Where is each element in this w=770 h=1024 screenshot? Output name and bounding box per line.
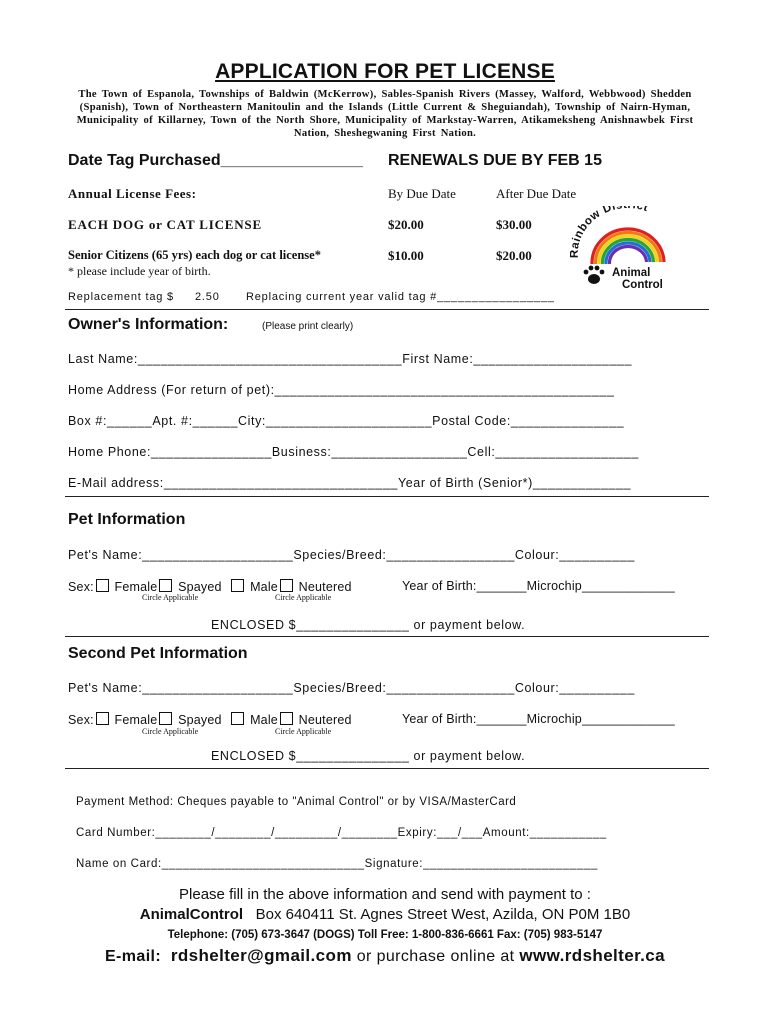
male-checkbox[interactable] (231, 712, 244, 725)
date-tag-purchased-field[interactable]: Date Tag Purchased________________ (68, 152, 364, 169)
female-checkbox[interactable] (96, 712, 109, 725)
circle-applicable-note: Circle Applicable (142, 593, 199, 602)
sex-label: Sex: (68, 713, 94, 727)
each-license-by-due-fee: $20.00 (388, 217, 424, 232)
male-label: Male (250, 713, 278, 727)
each-license-after-due-fee: $30.00 (496, 217, 532, 232)
home-address-field[interactable]: Home Address (For return of pet):_____________________________________________ (68, 383, 615, 397)
senior-license-label: Senior Citizens (65 yrs) each dog or cat license* (68, 248, 321, 262)
footer-website[interactable]: www.rdshelter.ca (519, 946, 666, 965)
second-pet-sex-row (68, 712, 352, 727)
logo-line1: Animal (612, 267, 651, 279)
senior-after-due-fee: $20.00 (496, 248, 532, 263)
neutered-checkbox[interactable] (280, 579, 293, 592)
pet-heading: Pet Information (68, 511, 186, 528)
circle-applicable-note: Circle Applicable (142, 727, 199, 736)
box-apt-city-postal-fields[interactable]: Box #:______Apt. #:______City:______________________Postal Code:_______________ (68, 414, 625, 428)
last-first-name-fields[interactable]: Last Name:___________________________________First Name:_____________________ (68, 352, 633, 366)
footer-contact-line (0, 946, 770, 966)
logo-line2: Control (622, 279, 663, 291)
replacement-tag-label: Replacement tag $ (68, 291, 174, 303)
pet-enclosed-field[interactable]: ENCLOSED $_______________ or payment below. (211, 618, 526, 632)
replacement-tag-value: 2.50 (195, 291, 220, 303)
paw-icon (584, 266, 605, 284)
after-due-date-header: After Due Date (496, 186, 577, 201)
logo-arc-text: ainbow Di ct (570, 206, 650, 250)
spayed-checkbox[interactable] (159, 712, 172, 725)
footer-email-label: E-mail: (104, 948, 162, 965)
second-pet-name-species-colour-fields[interactable]: Pet's Name:____________________Species/Breed:_________________Colour:__________ (68, 681, 635, 695)
neutered-label: Neutered (298, 713, 352, 727)
footer-address: Box 640411 St. Agnes Street West, Azilda, ON P0M 1B0 (255, 906, 631, 923)
second-pet-enclosed-field[interactable]: ENCLOSED $_______________ or payment below. (211, 749, 526, 763)
male-checkbox[interactable] (231, 579, 244, 592)
renewals-deadline: RENEWALS DUE BY FEB 15 (388, 152, 602, 169)
divider (65, 309, 709, 310)
footer-email[interactable]: rdshelter@gmail.com (170, 946, 352, 965)
divider (65, 636, 709, 637)
pet-sex-row (68, 579, 352, 594)
municipalities-list: The Town of Espanola, Townships of Baldwin (McKerrow), Sables-Spanish Rivers (Massey, Walford, Webbwood) Shedden (Spanish), Town of Northeastern Manitoulin and the Islands (Little Current & Sheguiandah), Township of Nairn-Hyman, Municipality of Killarney, Town of the North Shore, Municipality of Markstay-Warren, Atikameksheng Anishnawbek First Nation, Sheshegwaning First Nation. (76, 89, 694, 139)
rainbow-logo-graphic (570, 206, 686, 292)
pet-name-species-colour-fields[interactable]: Pet's Name:____________________Species/Breed:_________________Colour:__________ (68, 548, 635, 562)
female-checkbox[interactable] (96, 579, 109, 592)
divider (65, 768, 709, 769)
circle-applicable-note: Circle Applicable (275, 593, 332, 602)
circle-applicable-note: Circle Applicable (275, 727, 332, 736)
payment-method-text: Payment Method: Cheques payable to "Animal Control" or by VISA/MasterCard (76, 796, 517, 808)
male-label: Male (250, 580, 278, 594)
footer-org-name: AnimalControl (139, 906, 244, 923)
email-yob-fields[interactable]: E-Mail address:_______________________________Year of Birth (Senior*)_____________ (68, 476, 632, 490)
divider (65, 496, 709, 497)
female-label: Female (114, 580, 158, 594)
owner-print-note: (Please print clearly) (262, 321, 354, 332)
name-on-card-signature-fields[interactable]: Name on Card:_____________________________Signature:_________________________ (76, 858, 598, 870)
senior-note: * please include year of birth. (68, 264, 211, 278)
second-pet-yob-microchip-fields[interactable]: Year of Birth:_______Microchip_____________ (402, 712, 675, 726)
card-number-expiry-amount-fields[interactable]: Card Number:________/________/_________/________Expiry:___/___Amount:___________ (76, 827, 607, 839)
female-label: Female (114, 713, 158, 727)
each-license-label: EACH DOG or CAT LICENSE (68, 217, 262, 232)
spayed-label: Spayed (178, 713, 222, 727)
phone-fields[interactable]: Home Phone:________________Business:__________________Cell:___________________ (68, 445, 639, 459)
page-title: APPLICATION FOR PET LICENSE (215, 60, 555, 83)
senior-by-due-fee: $10.00 (388, 248, 424, 263)
rainbow-district-logo (570, 206, 686, 292)
neutered-label: Neutered (298, 580, 352, 594)
owner-heading: Owner's Information: (68, 316, 229, 333)
footer-instructions: Please fill in the above information and send with payment to : (179, 886, 591, 903)
sex-label: Sex: (68, 580, 94, 594)
spayed-checkbox[interactable] (159, 579, 172, 592)
footer-or-text: or purchase online at (356, 948, 515, 965)
replacing-tag-field[interactable]: Replacing current year valid tag #_________________ (246, 291, 555, 303)
annual-fees-label: Annual License Fees: (68, 186, 197, 201)
pet-yob-microchip-fields[interactable]: Year of Birth:_______Microchip_____________ (402, 579, 675, 593)
second-pet-heading: Second Pet Information (68, 645, 248, 662)
by-due-date-header: By Due Date (388, 186, 456, 201)
neutered-checkbox[interactable] (280, 712, 293, 725)
footer-phones: Telephone: (705) 673-3647 (DOGS) Toll Free: 1-800-836-6661 Fax: (705) 983-5147 (167, 929, 603, 941)
spayed-label: Spayed (178, 580, 222, 594)
footer-address-line (0, 906, 770, 923)
